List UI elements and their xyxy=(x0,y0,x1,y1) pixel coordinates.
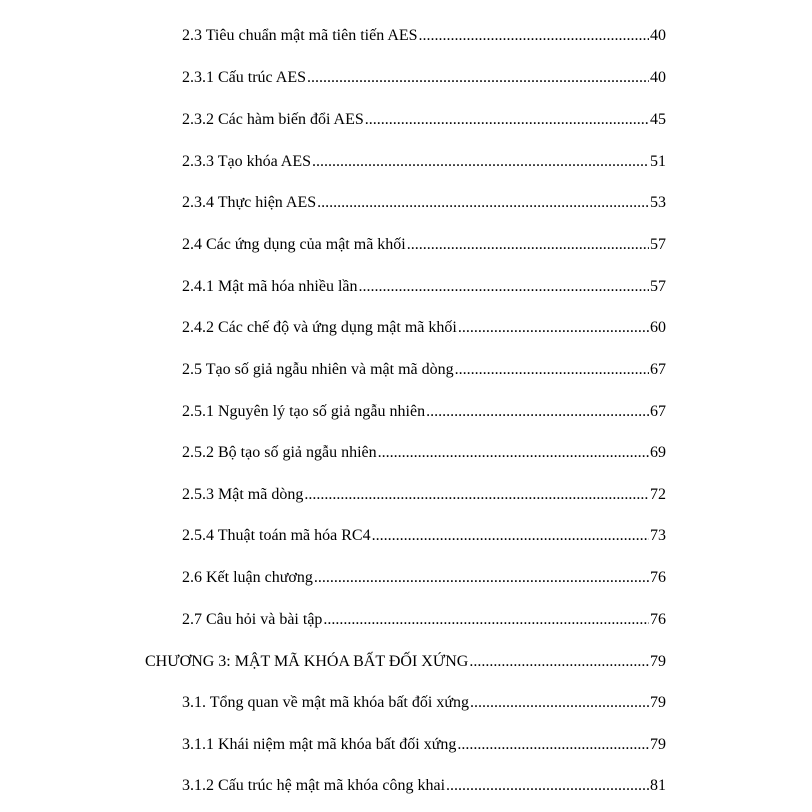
dot-leader xyxy=(426,400,649,424)
toc-entry[interactable] xyxy=(182,691,666,715)
toc-entry[interactable] xyxy=(182,566,666,590)
toc-entry-page: 69 xyxy=(650,444,666,461)
dot-leader xyxy=(446,774,649,798)
toc-entry[interactable] xyxy=(182,358,666,382)
toc-entry-page: 73 xyxy=(650,527,666,544)
toc-entry-page: 79 xyxy=(650,653,666,670)
toc-entry-page: 79 xyxy=(650,694,666,711)
toc-entry-title: 2.4.1 Mật mã hóa nhiều lần xyxy=(182,278,358,295)
toc-entry-page: 81 xyxy=(650,777,666,794)
toc-entry-page: 57 xyxy=(650,236,666,253)
toc-entry[interactable] xyxy=(182,524,666,548)
dot-leader xyxy=(312,150,649,174)
toc-entry-title: 2.3 Tiêu chuẩn mật mã tiên tiến AES xyxy=(182,27,418,44)
toc-entry-title: 2.5.4 Thuật toán mã hóa RC4 xyxy=(182,527,371,544)
toc-entry-page: 76 xyxy=(650,569,666,586)
toc-entry[interactable] xyxy=(182,441,666,465)
toc-entry-title: 2.3.2 Các hàm biến đổi AES xyxy=(182,111,364,128)
toc-entry-page: 57 xyxy=(650,278,666,295)
toc-entry-title: 2.5.3 Mật mã dòng xyxy=(182,486,304,503)
dot-leader xyxy=(372,524,649,548)
dot-leader xyxy=(458,316,649,340)
toc-entry-title: CHƯƠNG 3: MẬT MÃ KHÓA BẤT ĐỐI XỨNG xyxy=(145,653,469,670)
toc-entry-title: 2.5 Tạo số giả ngẫu nhiên và mật mã dòng xyxy=(182,361,454,378)
dot-leader xyxy=(304,483,649,507)
dot-leader xyxy=(469,650,649,674)
dot-leader xyxy=(457,733,649,757)
toc-entry-page: 40 xyxy=(650,27,666,44)
dot-leader xyxy=(359,275,649,299)
toc-entry[interactable] xyxy=(182,733,666,757)
toc-entry-page: 72 xyxy=(650,486,666,503)
toc-entry-title: 2.6 Kết luận chương xyxy=(182,569,313,586)
toc-entry-page: 40 xyxy=(650,69,666,86)
toc-entry-page: 51 xyxy=(650,153,666,170)
toc-entry[interactable] xyxy=(182,400,666,424)
toc-entry-title: 2.7 Câu hỏi và bài tập xyxy=(182,611,323,628)
toc-entry[interactable] xyxy=(182,66,666,90)
toc-entry-title: 2.3.3 Tạo khóa AES xyxy=(182,153,312,170)
toc-entry[interactable] xyxy=(182,24,666,48)
toc-entry[interactable] xyxy=(182,233,666,257)
dot-leader xyxy=(314,566,649,590)
toc-entry-page: 67 xyxy=(650,403,666,420)
dot-leader xyxy=(307,66,649,90)
dot-leader xyxy=(419,24,649,48)
toc-entry-title: 2.4.2 Các chế độ và ứng dụng mật mã khối xyxy=(182,319,457,336)
dot-leader xyxy=(455,358,649,382)
toc-entry[interactable] xyxy=(182,150,666,174)
toc-entry[interactable] xyxy=(182,275,666,299)
toc-entry-title: 2.5.1 Nguyên lý tạo số giả ngẫu nhiên xyxy=(182,403,426,420)
toc-entry-title: 3.1.2 Cấu trúc hệ mật mã khóa công khai xyxy=(182,777,446,794)
toc-entry[interactable] xyxy=(182,608,666,632)
dot-leader xyxy=(407,233,649,257)
toc-entry-title: 3.1. Tổng quan về mật mã khóa bất đối xứng xyxy=(182,694,469,711)
toc-entry[interactable] xyxy=(182,774,666,798)
toc-entry-page: 60 xyxy=(650,319,666,336)
toc-entry[interactable] xyxy=(182,108,666,132)
toc-chapter-entry[interactable] xyxy=(145,650,666,674)
toc-entry[interactable] xyxy=(182,483,666,507)
toc-entry-title: 2.3.1 Cấu trúc AES xyxy=(182,69,306,86)
toc-entry-page: 67 xyxy=(650,361,666,378)
toc-entry-page: 76 xyxy=(650,611,666,628)
toc-entry-title: 3.1.1 Khái niệm mật mã khóa bất đối xứng xyxy=(182,736,457,753)
dot-leader xyxy=(317,191,649,215)
toc-entry-title: 2.4 Các ứng dụng của mật mã khối xyxy=(182,236,406,253)
toc-entry-page: 53 xyxy=(650,194,666,211)
toc-entry-title: 2.5.2 Bộ tạo số giả ngẫu nhiên xyxy=(182,444,377,461)
toc-entry[interactable] xyxy=(182,316,666,340)
toc-entry-page: 79 xyxy=(650,736,666,753)
dot-leader xyxy=(378,441,649,465)
dot-leader xyxy=(365,108,649,132)
dot-leader xyxy=(323,608,649,632)
dot-leader xyxy=(470,691,649,715)
toc-entry[interactable] xyxy=(182,191,666,215)
toc-entry-title: 2.3.4 Thực hiện AES xyxy=(182,194,317,211)
toc-entry-page: 45 xyxy=(650,111,666,128)
